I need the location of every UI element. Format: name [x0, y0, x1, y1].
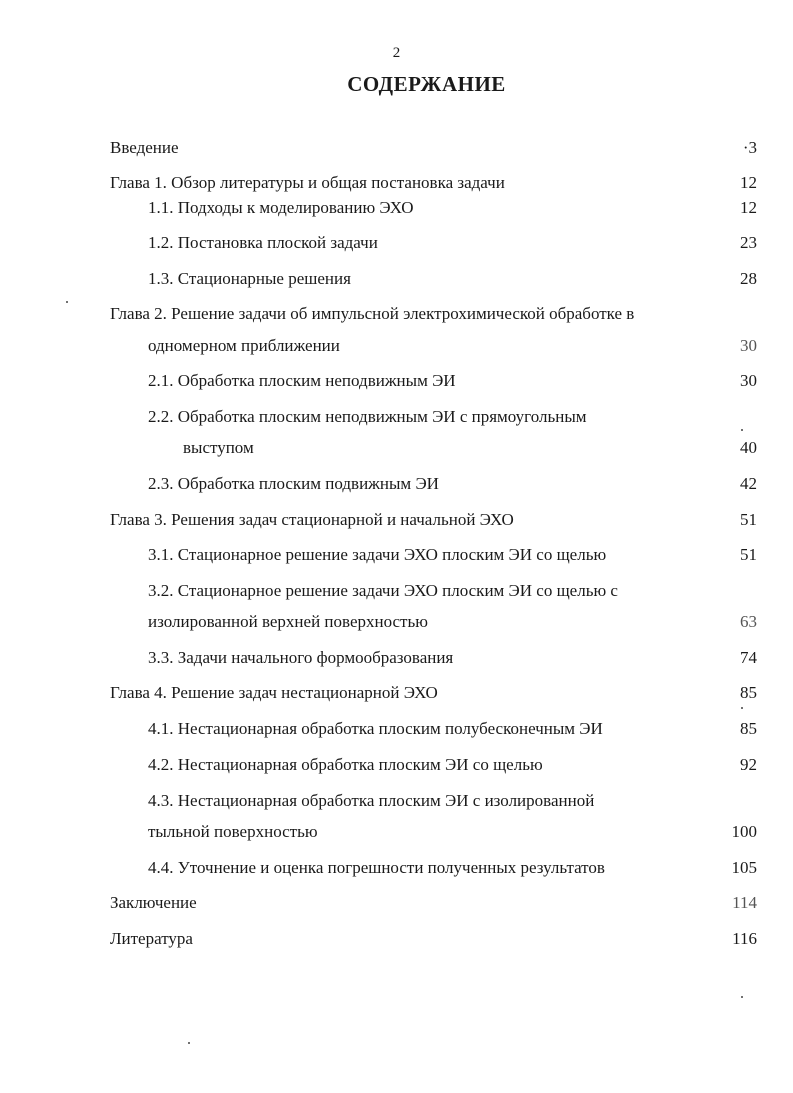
toc-entry-section[interactable] — [0, 369, 793, 393]
toc-entry-section[interactable] — [0, 579, 793, 603]
toc-entry-chapter[interactable] — [0, 302, 793, 326]
toc-entry-section[interactable] — [0, 472, 793, 496]
toc-entry-page-number: 51 — [740, 545, 757, 564]
toc-entry-title: 1.2. Постановка плоской задачи — [148, 233, 378, 252]
toc-entry-chapter[interactable] — [0, 508, 793, 532]
toc-entry-title: изолированной верхней поверхностью — [148, 612, 428, 631]
toc-entry-chapter[interactable] — [0, 927, 793, 951]
toc-entry-page-number: 114 — [732, 893, 757, 912]
toc-entry-section[interactable] — [0, 856, 793, 880]
toc-entry-chapter[interactable] — [0, 891, 793, 915]
toc-entry-title: 2.3. Обработка плоским подвижным ЭИ — [148, 474, 439, 493]
toc-entry-section[interactable] — [0, 196, 793, 220]
toc-entry-page-number: 30 — [740, 371, 757, 390]
toc-entry-section[interactable] — [0, 646, 793, 670]
toc-entry-title: Заключение — [110, 893, 197, 912]
toc-entry-chapter[interactable] — [0, 136, 793, 160]
toc-entry-title: выступом — [183, 438, 254, 457]
toc-entry-chapter[interactable] — [0, 681, 793, 705]
toc-entry-section[interactable] — [0, 789, 793, 813]
toc-entry-page-number: 100 — [731, 822, 757, 841]
toc-entry-title: Литература — [110, 929, 193, 948]
toc-entry-page-number: 74 — [740, 648, 757, 667]
toc-entry-page-number: 28 — [740, 269, 757, 288]
scan-speck — [66, 301, 68, 303]
toc-entry-chapter[interactable] — [0, 171, 793, 195]
toc-entry-page-number: 30 — [740, 336, 757, 355]
toc-entry-page-number: 85 — [740, 719, 757, 738]
toc-entry-title: Глава 1. Обзор литературы и общая постановка задачи — [110, 173, 505, 192]
toc-entry-title: 1.1. Подходы к моделированию ЭХО — [148, 198, 414, 217]
toc-entry-page-number: 12 — [740, 198, 757, 217]
toc-entry-title: 4.2. Нестационарная обработка плоским ЭИ со щелью — [148, 755, 543, 774]
toc-entry-section[interactable] — [0, 405, 793, 429]
scan-speck — [741, 707, 743, 709]
toc-entry-title: Глава 4. Решение задач нестационарной ЭХО — [110, 683, 438, 702]
toc-entry-section[interactable] — [0, 231, 793, 255]
scan-speck — [741, 429, 743, 431]
toc-entry-section[interactable] — [0, 267, 793, 291]
toc-entry-title: одномерном приближении — [148, 336, 340, 355]
toc-entry-title: 3.1. Стационарное решение задачи ЭХО плоским ЭИ со щелью — [148, 545, 607, 564]
toc-entry-page-number: 23 — [740, 233, 757, 252]
toc-entry-section[interactable] — [0, 610, 793, 634]
toc-entry-title: 3.3. Задачи начального формообразования — [148, 648, 454, 667]
page-title: СОДЕРЖАНИЕ — [347, 72, 506, 96]
toc-entry-section[interactable] — [0, 334, 793, 358]
toc-entry-title: 2.2. Обработка плоским неподвижным ЭИ с прямоугольным — [148, 407, 587, 426]
toc-entry-page-number: 105 — [731, 858, 757, 877]
toc-entry-section[interactable] — [0, 820, 793, 844]
toc-entry-section[interactable] — [0, 717, 793, 741]
toc-entry-title: тыльной поверхностью — [148, 822, 318, 841]
toc-entry-title: Глава 2. Решение задачи об импульсной электрохимической обработке в — [110, 304, 635, 323]
toc-entry-title: Глава 3. Решения задач стационарной и начальной ЭХО — [110, 510, 514, 529]
toc-entry-title: 2.1. Обработка плоским неподвижным ЭИ — [148, 371, 456, 390]
scan-speck — [741, 996, 743, 998]
toc-entry-section[interactable] — [0, 753, 793, 777]
page-number: 2 — [392, 45, 401, 61]
toc-entry-page-number: 42 — [740, 474, 757, 493]
toc-entry-title: 4.1. Нестационарная обработка плоским полубесконечным ЭИ — [148, 719, 603, 738]
toc-entry-page-number: 63 — [740, 612, 757, 631]
toc-entry-page-number: 40 — [740, 438, 757, 457]
toc-entry-title: Введение — [110, 138, 179, 157]
toc-entry-page-number: 85 — [740, 683, 757, 702]
scan-speck — [188, 1042, 190, 1044]
toc-entry-page-number: 116 — [732, 929, 757, 948]
toc-entry-page-number: ·3 — [742, 138, 757, 157]
toc-entry-title: 4.4. Уточнение и оценка погрешности полученных результатов — [148, 858, 605, 877]
toc-entry-page-number: 12 — [740, 173, 757, 192]
toc-entry-title: 1.3. Стационарные решения — [148, 269, 351, 288]
toc-entry-section[interactable] — [0, 436, 793, 460]
toc-entry-section[interactable] — [0, 543, 793, 567]
toc-entry-title: 4.3. Нестационарная обработка плоским ЭИ с изолированной — [148, 791, 595, 810]
toc-entry-page-number: 92 — [740, 755, 757, 774]
toc-entry-page-number: 51 — [740, 510, 757, 529]
toc-entry-title: 3.2. Стационарное решение задачи ЭХО плоским ЭИ со щелью с — [148, 581, 618, 600]
